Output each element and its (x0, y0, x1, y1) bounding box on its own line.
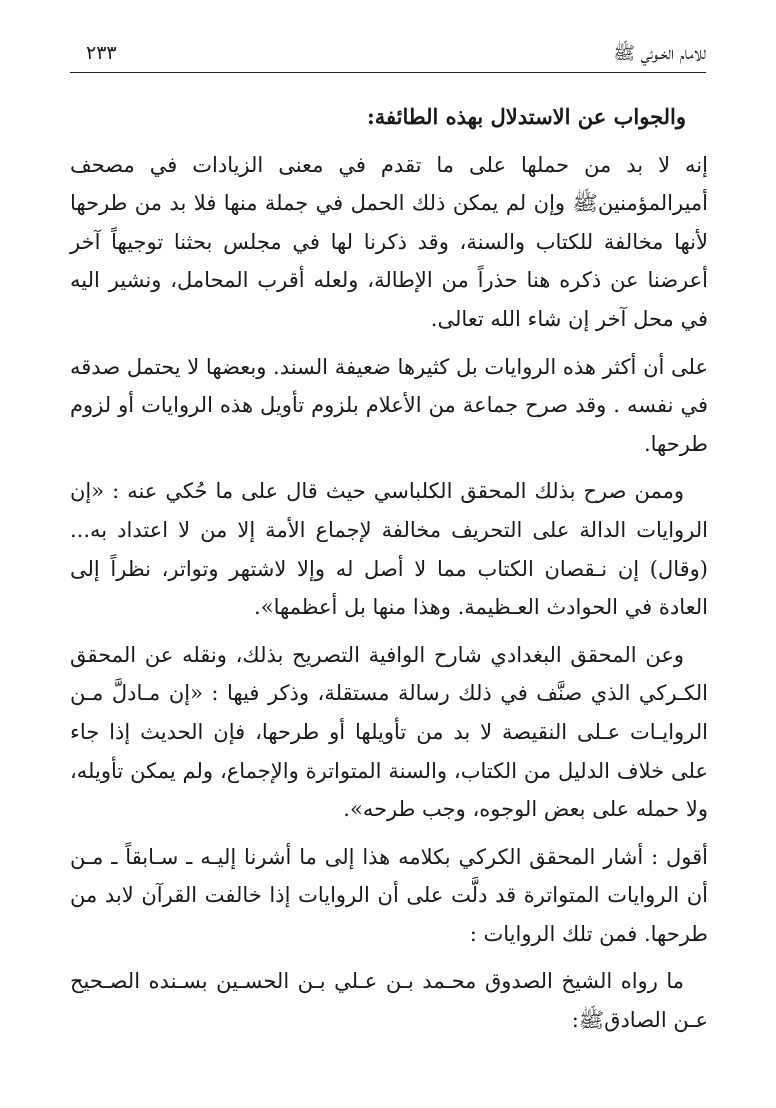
paragraph: إنه لا بد من حملها على ما تقدم في معنى الزيادات في مصحف أميرالمؤمنينﷺ وإن لم يمكن ذلك الحمل في جملة منها فلا بد من طرحها لأنها مخالفة للكتاب والسنة، وقد ذكرنا لها في مجلس بحثنا توجيهاً آخر أعرضنا عن ذكره هنا حذراً من الإطالة، ولعله أقرب المحامل، ونشير اليه في محل آخر إن شاء الله تعالى. (70, 152, 708, 331)
paragraph: ما رواه الشيخ الصدوق محـمد بـن عـلي بـن الحسـين بسـنده الصـحيح عـن الصادقﷺ: (70, 969, 708, 1033)
page-number: ٢٣٣ (86, 42, 117, 64)
paragraph: وعن المحقق البغدادي شارح الوافية التصريح بذلك، ونقله عن المحقق الكـركي الذي صنَّف في ذلك رسالة مستقلة، وذكر فيها : «إن مـادلَّ مـن الروايـات عـلى النقيصة لا بد من تأويلها أو طرحها، فإن الحديث إذا جاء على خلاف الدليل من الكتاب، والسنة المتواترة والإجماع، ولم يمكن تأويله، ولا حمله على بعض الوجوه، وجب طرحه». (70, 642, 708, 822)
section-heading: والجواب عن الاستدلال بهذه الطائفة: (366, 104, 686, 129)
body-text (70, 98, 708, 1049)
paragraph: أقول : أشار المحقق الكركي بكلامه هذا إلى ما أشرنا إليـه ـ سـابقاً ـ مـن أن الروايات المتواترة قد دلَّت على أن الروايات إذا خالفت القرآن لابد من طرحها. فمن تلك الروايات : (70, 844, 708, 946)
paragraph: وممن صرح بذلك المحقق الكلباسي حيث قال على ما حُكي عنه : «إن الروايات الدالة على التحريف مخالفة لإجماع الأمة إلا من لا اعتداد به... (وقال) إن نـقصان الكتاب مما لا أصل له وإلا لاشتهر وتواتر، نظراً إلى العادة في الحوادث العـظيمة. وهذا منها بل أعظمها». (70, 479, 708, 620)
paragraph: على أن أكثر هذه الروايات بل كثيرها ضعيفة السند. وبعضها لا يحتمل صدقه في نفسه . وقد صرح جماعة من الأعلام بلزوم تأويل هذه الروايات أو لزوم طرحها. (70, 354, 708, 456)
running-header (70, 40, 706, 73)
running-title: للامام الخـوئي ﷺ (613, 43, 706, 64)
